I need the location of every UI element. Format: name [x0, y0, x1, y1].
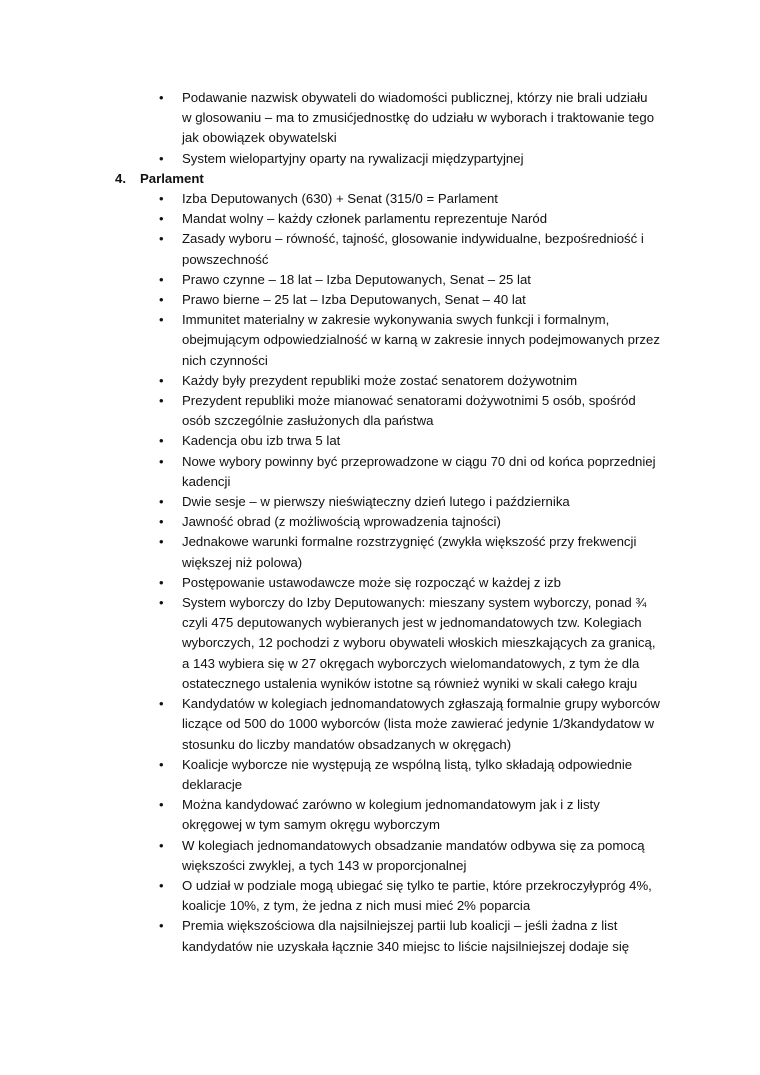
list-item: • Zasady wyboru – równość, tajność, glosowanie indywidualne, bezpośredniość i powszechność: [182, 229, 660, 269]
list-item: • Prawo bierne – 25 lat – Izba Deputowanych, Senat – 40 lat: [182, 290, 660, 310]
list-item: • W kolegiach jednomandatowych obsadzanie mandatów odbywa się za pomocą większości zwyklej, a tych 143 w proporcjonalnej: [182, 836, 660, 876]
list-item: • Nowe wybory powinny być przeprowadzone w ciągu 70 dni od końca poprzedniej kadencji: [182, 452, 660, 492]
list-item: • Koalicje wyborcze nie występują ze wspólną listą, tylko składają odpowiednie deklaracje: [182, 755, 660, 795]
list-item: • Podawanie nazwisk obywateli do wiadomości publicznej, którzy nie brali udziału w glosowaniu – ma to zmusićjednostkę do udziału w wyborach i traktowanie tego jak obowiązek obywatelski: [182, 88, 660, 149]
list-item: • System wyborczy do Izby Deputowanych: mieszany system wyborczy, ponad ¾ czyli 475 deputowanych wybieranych jest w jednomandatowych tzw. Kolegiach wyborczych, 12 pochodzi z wyboru obywateli włoskich mieszkających za granicą, a 143 wybiera się w 27 okręgach wyborczych wielomandatowych, z tym że dla ostatecznego ustalenia wyników istotne są również wyniki w skali całego kraju: [182, 593, 660, 694]
list-item: • Kadencja obu izb trwa 5 lat: [182, 431, 660, 451]
section-number: 4.: [115, 170, 126, 186]
section-title: Parlament: [140, 170, 204, 186]
section-bullet-list: [0, 189, 760, 957]
list-item: • Dwie sesje – w pierwszy nieświąteczny dzień lutego i października: [182, 492, 660, 512]
list-item: • Postępowanie ustawodawcze może się rozpocząć w każdej z izb: [182, 573, 660, 593]
list-item: • Izba Deputowanych (630) + Senat (315/0 = Parlament: [182, 189, 660, 209]
list-item: • Jawność obrad (z możliwością wprowadzenia tajności): [182, 512, 660, 532]
list-item: • Prawo czynne – 18 lat – Izba Deputowanych, Senat – 25 lat: [182, 270, 660, 290]
list-item: • System wielopartyjny oparty na rywalizacji międzypartyjnej: [182, 149, 660, 169]
list-item: • Kandydatów w kolegiach jednomandatowych zgłaszają formalnie grupy wyborców liczące od 500 do 1000 wyborców (lista może zawierać jedynie 1/3kandydatow w stosunku do liczby mandatów obsadzanych w okręgach): [182, 694, 660, 755]
list-item: • O udział w podziale mogą ubiegać się tylko te partie, które przekroczyłypróg 4%, koalicje 10%, z tym, że jedna z nich musi mieć 2% poparcia: [182, 876, 660, 916]
intro-bullet-list: [0, 88, 760, 169]
document-body: [0, 88, 760, 957]
list-item: • Immunitet materialny w zakresie wykonywania swych funkcji i formalnym, obejmującym odpowiedzialność w karną w zakresie innych podejmowanych przez nich czynności: [182, 310, 660, 371]
list-item: • Każdy były prezydent republiki może zostać senatorem dożywotnim: [182, 371, 660, 391]
list-item: • Premia większościowa dla najsilniejszej partii lub koalicji – jeśli żadna z list kandydatów nie uzyskała łącznie 340 miejsc to liście najsilniejszej dodaje się: [182, 916, 660, 956]
list-item: • Prezydent republiki może mianować senatorami dożywotnimi 5 osób, spośród osób szczególnie zasłużonych dla państwa: [182, 391, 660, 431]
list-item: • Mandat wolny – każdy członek parlamentu reprezentuje Naród: [182, 209, 660, 229]
list-item: • Można kandydować zarówno w kolegium jednomandatowym jak i z listy okręgowej w tym samym okręgu wyborczym: [182, 795, 660, 835]
section-heading: [115, 169, 760, 189]
list-item: • Jednakowe warunki formalne rozstrzygnięć (zwykła większość przy frekwencji większej niż polowa): [182, 532, 660, 572]
